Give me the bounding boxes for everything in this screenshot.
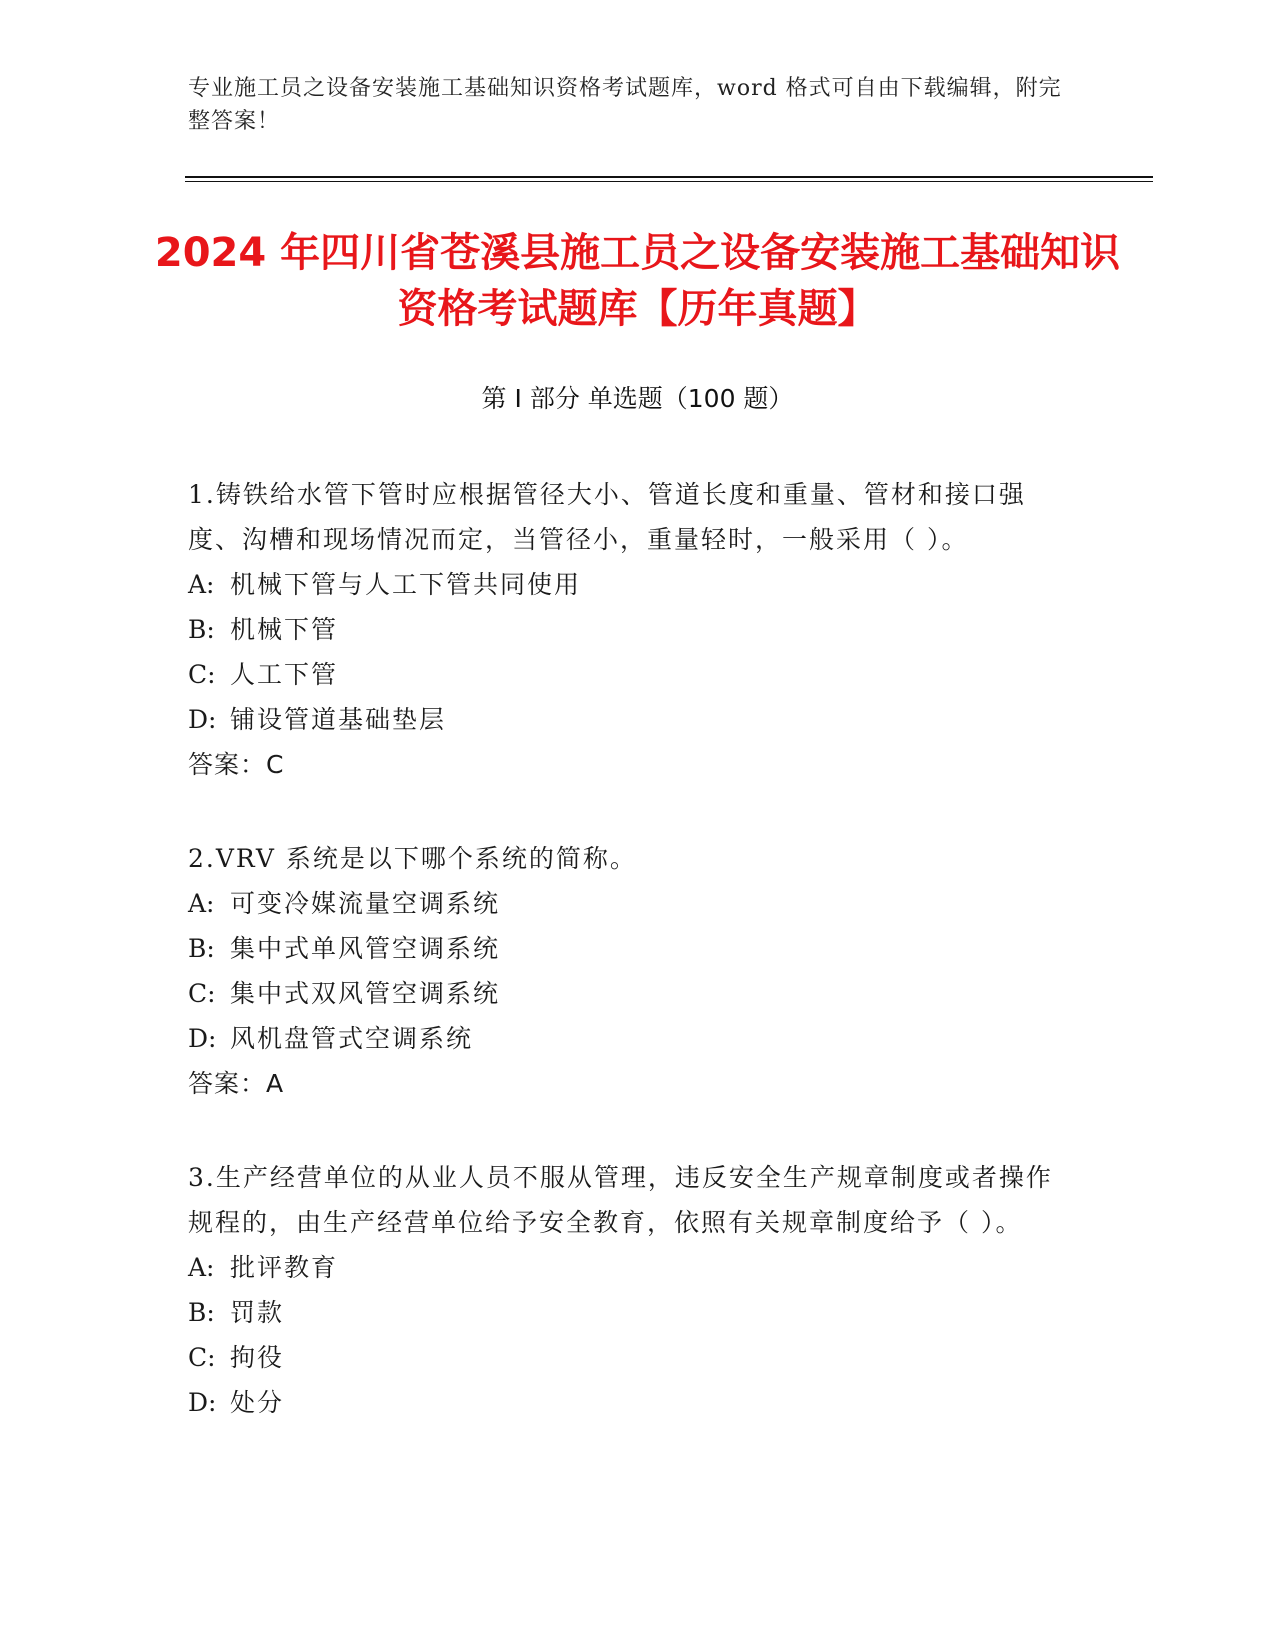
option-letter: C:: [188, 1343, 216, 1372]
option-letter: D:: [188, 1024, 217, 1053]
option-letter: A:: [188, 570, 215, 599]
option-text: 罚款: [230, 1298, 285, 1327]
option-letter: B:: [188, 615, 215, 644]
option-a: [188, 562, 1068, 607]
option-text: 集中式单风管空调系统: [230, 934, 501, 963]
section-heading: 第 I 部分 单选题（100 题）: [481, 384, 794, 413]
option-a: [188, 881, 1068, 926]
option-letter: C:: [188, 979, 216, 1008]
option-letter: D:: [188, 1388, 217, 1417]
option-text: 处分: [230, 1388, 285, 1417]
question-stem: 3.生产经营单位的从业人员不服从管理，违反安全生产规章制度或者操作规程的，由生产经营单位给予安全教育，依照有关规章制度给予（ ）。: [188, 1163, 1053, 1237]
answer-line: 答案：C: [188, 750, 285, 779]
option-letter: A:: [188, 889, 215, 918]
option-text: 人工下管: [230, 660, 339, 689]
question-2: [188, 836, 1068, 1106]
option-d: [188, 1380, 1068, 1425]
answer-line: 答案：A: [188, 1069, 285, 1098]
option-c: [188, 1335, 1068, 1380]
option-b: [188, 926, 1068, 971]
header-divider-thick: [185, 176, 1153, 178]
question-stem: 2.VRV 系统是以下哪个系统的简称。: [188, 844, 637, 873]
question-1: [188, 472, 1068, 787]
option-c: [188, 971, 1068, 1016]
option-c: [188, 652, 1068, 697]
option-d: [188, 1016, 1068, 1061]
option-letter: B:: [188, 1298, 215, 1327]
option-letter: C:: [188, 660, 216, 689]
option-text: 机械下管: [230, 615, 339, 644]
option-letter: B:: [188, 934, 215, 963]
option-letter: D:: [188, 705, 217, 734]
header-divider-thin: [185, 181, 1153, 182]
option-text: 风机盘管式空调系统: [230, 1024, 474, 1053]
question-3: [188, 1155, 1068, 1425]
option-text: 铺设管道基础垫层: [230, 705, 447, 734]
header-note: 专业施工员之设备安装施工基础知识资格考试题库，word 格式可自由下载编辑，附完整答案！: [188, 76, 1062, 134]
document-title: 2024 年四川省苍溪县施工员之设备安装施工基础知识资格考试题库【历年真题】: [154, 230, 1121, 332]
option-text: 批评教育: [230, 1253, 339, 1282]
option-a: [188, 1245, 1068, 1290]
option-text: 可变冷媒流量空调系统: [230, 889, 501, 918]
option-letter: A:: [188, 1253, 215, 1282]
option-b: [188, 607, 1068, 652]
option-d: [188, 697, 1068, 742]
option-text: 集中式双风管空调系统: [230, 979, 501, 1008]
question-stem: 1.铸铁给水管下管时应根据管径大小、管道长度和重量、管材和接口强度、沟槽和现场情况而定，当管径小，重量轻时，一般采用（ ）。: [188, 480, 1026, 554]
option-b: [188, 1290, 1068, 1335]
option-text: 机械下管与人工下管共同使用: [230, 570, 582, 599]
option-text: 拘役: [230, 1343, 285, 1372]
